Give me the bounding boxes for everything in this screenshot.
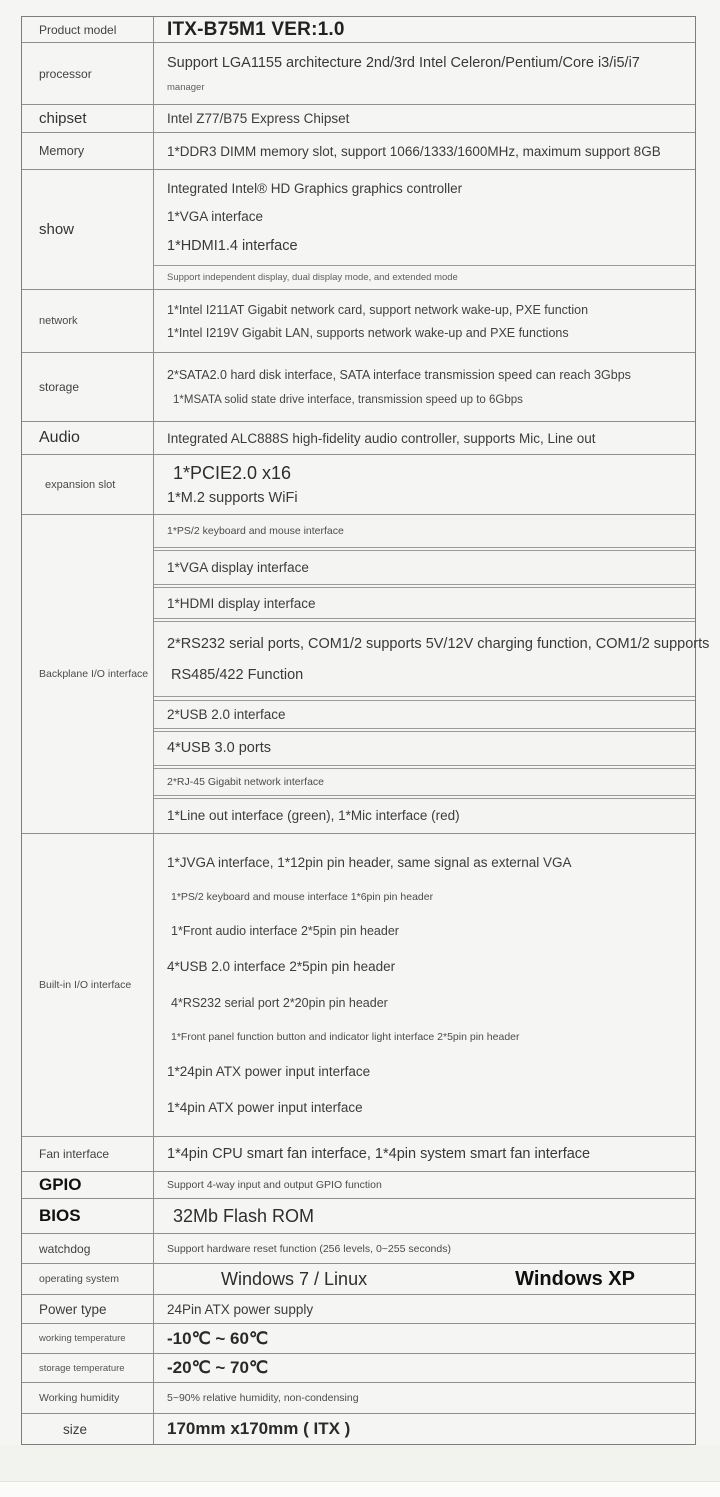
- spec-value: 4*USB 3.0 ports: [167, 740, 271, 757]
- spec-value: 1*Front audio interface 2*5pin pin header: [171, 924, 399, 939]
- spec-row-power-type: [22, 1294, 695, 1323]
- spec-row-storage: [22, 352, 695, 421]
- spec-value: 1*Intel I211AT Gigabit network card, support network wake-up, PXE function: [167, 302, 589, 317]
- spec-label: watchdog: [39, 1241, 91, 1256]
- spec-row-chipset: [22, 104, 695, 132]
- spec-value: 1*VGA display interface: [167, 560, 309, 576]
- spec-value: 2*USB 2.0 interface: [167, 706, 286, 722]
- product-model-value: ITX-B75M1 VER:1.0: [167, 18, 345, 40]
- spec-value: 2*SATA2.0 hard disk interface, SATA interface transmission speed can reach 3Gbps: [167, 368, 631, 382]
- spec-value: 1*PCIE2.0 x16: [173, 463, 292, 483]
- spec-row-gpio: [22, 1171, 695, 1198]
- spec-label: Fan interface: [39, 1147, 110, 1161]
- spec-value: 1*Front panel function button and indicator light interface 2*5pin pin header: [171, 1030, 520, 1043]
- spec-value: -20℃ ~ 70℃: [167, 1358, 269, 1377]
- spec-label: Backplane I/O interface: [39, 668, 149, 680]
- spec-label: Built-in I/O interface: [39, 979, 132, 991]
- spec-value: -10℃ ~ 60℃: [167, 1328, 269, 1348]
- spec-value: 1*Line out interface (green), 1*Mic interface (red): [167, 808, 460, 824]
- spec-label: processor: [39, 66, 92, 81]
- spec-value: 1*HDMI display interface: [167, 595, 316, 611]
- spec-label: GPIO: [39, 1175, 82, 1194]
- spec-label: size: [63, 1421, 88, 1437]
- spec-row-working-temperature: [22, 1323, 695, 1353]
- spec-row-processor: [22, 42, 695, 104]
- spec-value: 1*VGA interface: [167, 209, 264, 225]
- spec-row-memory: [22, 132, 695, 169]
- spec-row-working-humidity: [22, 1382, 695, 1413]
- spec-label: show: [39, 221, 75, 238]
- spec-row-storage-temperature: [22, 1353, 695, 1382]
- spec-label: storage: [39, 380, 80, 394]
- spec-value: RS485/422 Function: [171, 666, 304, 683]
- spec-label: chipset: [39, 110, 87, 127]
- footer-strip: [0, 1481, 720, 1497]
- spec-label: network: [39, 315, 78, 327]
- spec-value: 4*USB 2.0 interface 2*5pin pin header: [167, 959, 396, 975]
- spec-value: 1*24pin ATX power input interface: [167, 1064, 371, 1080]
- spec-value: 1*Intel I219V Gigabit LAN, supports network wake-up and PXE functions: [167, 325, 569, 340]
- page-margin-band: [0, 1445, 720, 1481]
- spec-row-audio: [22, 421, 695, 454]
- spec-value: 1*PS/2 keyboard and mouse interface: [167, 525, 344, 537]
- spec-value: 1*4pin CPU smart fan interface, 1*4pin system smart fan interface: [167, 1146, 591, 1162]
- spec-value: 1*JVGA interface, 1*12pin pin header, same signal as external VGA: [167, 854, 572, 870]
- spec-label: BIOS: [39, 1206, 81, 1225]
- spec-footnote: Support independent display, dual display mode, and extended mode: [167, 271, 458, 283]
- spec-row-fan-interface: [22, 1136, 695, 1171]
- spec-row-bios: [22, 1198, 695, 1233]
- spec-label: operating system: [39, 1273, 119, 1285]
- spec-value: 170mm x170mm ( ITX ): [167, 1419, 351, 1438]
- spec-row-backplane-io: [22, 514, 710, 833]
- spec-value: Integrated ALC888S high-fidelity audio controller, supports Mic, Line out: [167, 430, 596, 446]
- spec-row-network: [22, 289, 695, 352]
- spec-value: 1*HDMI1.4 interface: [167, 237, 298, 254]
- spec-label: Memory: [39, 144, 85, 158]
- spec-value: 1*DDR3 DIMM memory slot, support 1066/1333/1600MHz, maximum support 8GB: [167, 143, 661, 159]
- spec-row-display: [22, 169, 695, 289]
- spec-label: storage temperature: [39, 1362, 125, 1374]
- spec-value: Support LGA1155 architecture 2nd/3rd Intel Celeron/Pentium/Core i3/i5/i7: [167, 54, 640, 71]
- spec-label: Power type: [39, 1301, 107, 1317]
- spec-label: Product model: [39, 22, 117, 37]
- spec-value: Windows 7 / Linux: [221, 1268, 368, 1289]
- spec-row-operating-system: [22, 1263, 695, 1294]
- spec-value: 24Pin ATX power supply: [167, 1301, 314, 1317]
- spec-value: 32Mb Flash ROM: [173, 1205, 315, 1226]
- spec-value: 5~90% relative humidity, non-condensing: [167, 1392, 359, 1404]
- spec-row-size: [22, 1413, 695, 1444]
- spec-value: Windows XP: [515, 1267, 635, 1290]
- spec-value: Integrated Intel® HD Graphics graphics controller: [167, 180, 463, 196]
- spec-value: 1*M.2 supports WiFi: [167, 490, 298, 506]
- spec-label: working temperature: [39, 1333, 126, 1344]
- spec-value: 4*RS232 serial port 2*20pin pin header: [171, 995, 388, 1010]
- spec-value: manager: [167, 81, 205, 93]
- spec-row-expansion-slot: [22, 454, 695, 514]
- spec-value: 1*PS/2 keyboard and mouse interface 1*6pin pin header: [171, 890, 434, 903]
- spec-label: Working humidity: [39, 1392, 120, 1404]
- spec-label: Audio: [39, 429, 80, 446]
- spec-value: Support hardware reset function (256 levels, 0~255 seconds): [167, 1242, 451, 1255]
- spec-value: 1*4pin ATX power input interface: [167, 1100, 363, 1116]
- spec-row-builtin-io: [22, 833, 695, 1136]
- spec-label: expansion slot: [45, 478, 116, 491]
- spec-value: Intel Z77/B75 Express Chipset: [167, 111, 350, 126]
- spec-value: 1*MSATA solid state drive interface, transmission speed up to 6Gbps: [173, 394, 523, 406]
- spec-table: [21, 16, 710, 1445]
- spec-value: 2*RJ-45 Gigabit network interface: [167, 775, 324, 788]
- spec-value: 2*RS232 serial ports, COM1/2 supports 5V/12V charging function, COM1/2 supports: [167, 635, 710, 652]
- spec-value: Support 4-way input and output GPIO function: [167, 1179, 382, 1191]
- spec-row-product-model: [22, 17, 695, 42]
- spec-row-watchdog: [22, 1233, 695, 1263]
